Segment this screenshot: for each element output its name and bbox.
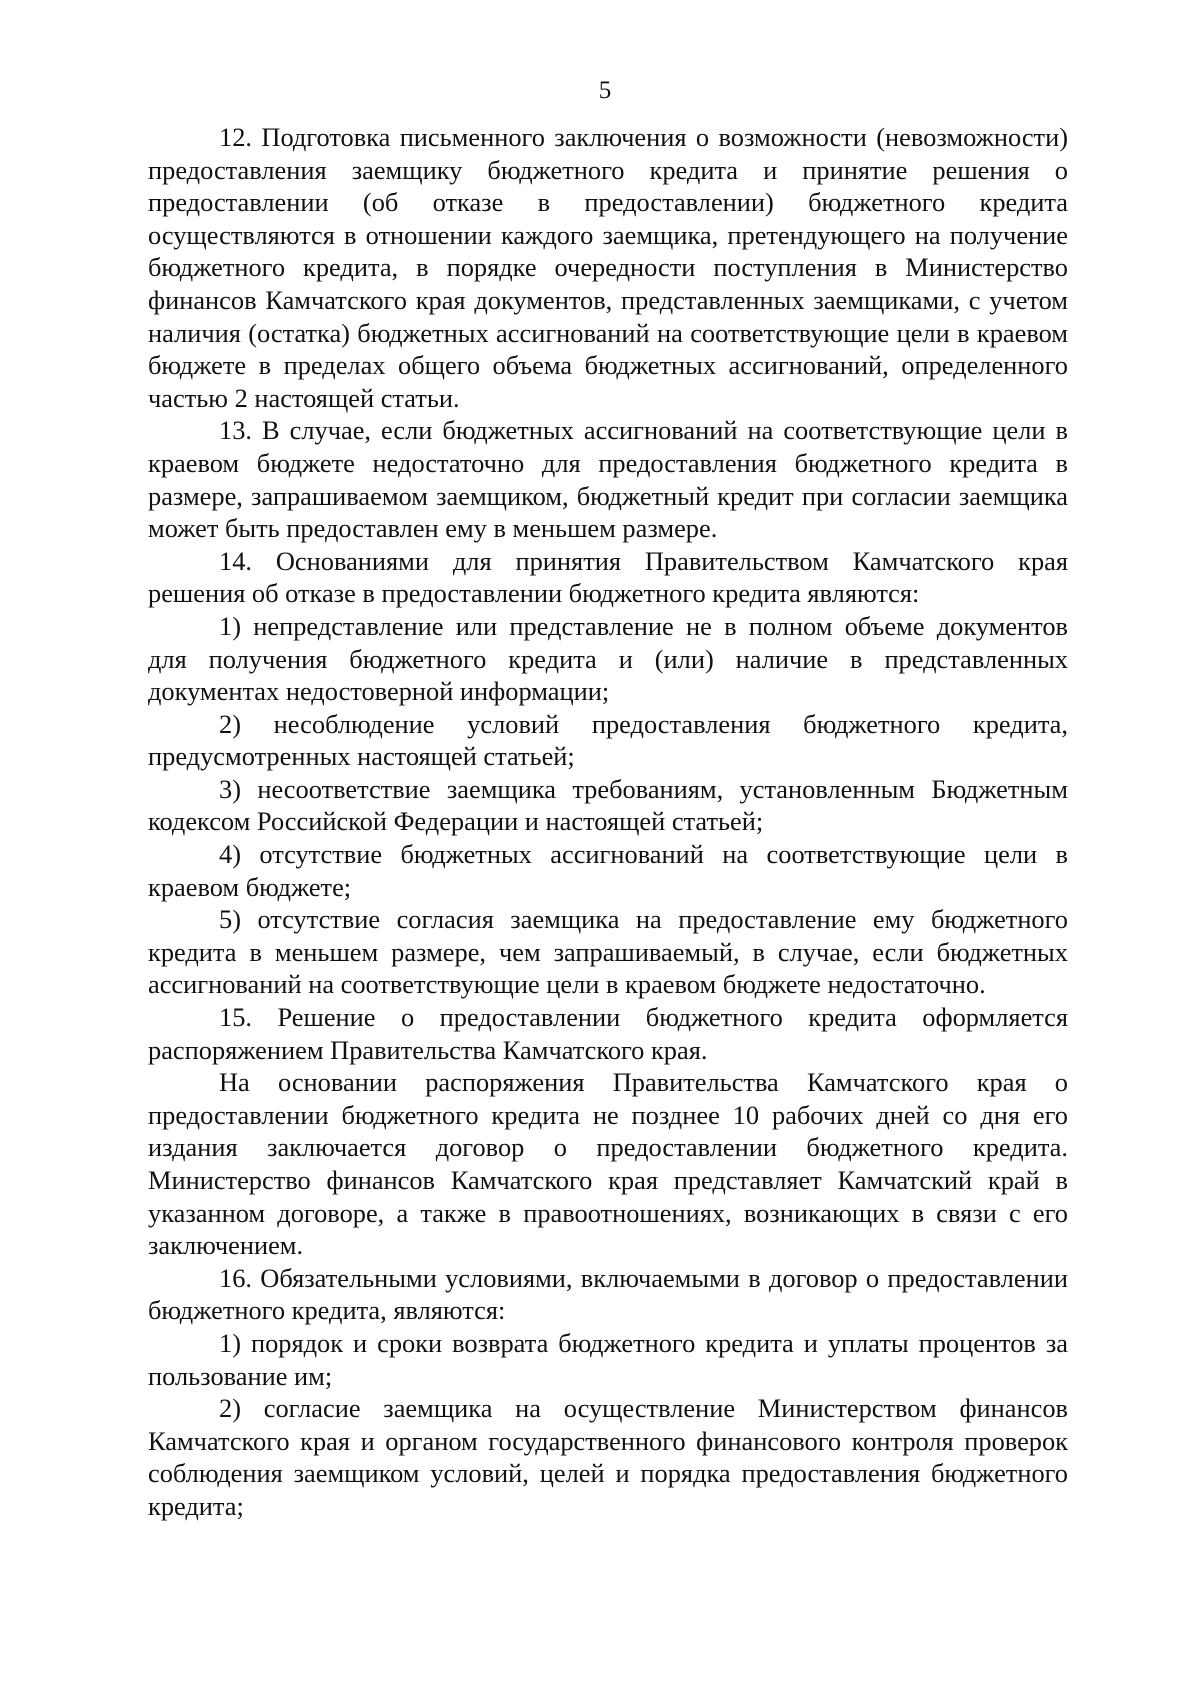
- paragraph-14-item-2: 2) несоблюдение условий предоставления бюджетного кредита, предусмотренных настоящей статьей;: [148, 708, 1068, 772]
- paragraph-16: 16. Обязательными условиями, включаемыми в договор о предоставлении бюджетного кредита, являются:: [148, 1262, 1068, 1326]
- paragraph-14-item-3: 3) несоответствие заемщика требованиям, установленным Бюджетным кодексом Российской Федерации и настоящей статьей;: [148, 773, 1068, 837]
- paragraph-14: 14. Основаниями для принятия Правительством Камчатского края решения об отказе в предоставлении бюджетного кредита являются:: [148, 545, 1068, 609]
- paragraph-16-item-2: 2) согласие заемщика на осуществление Министерством финансов Камчатского края и органом государственного финансового контроля проверок соблюдения заемщиком условий, целей и порядка предоставления бюджетного кредита;: [148, 1393, 1068, 1521]
- paragraph-14-item-5: 5) отсутствие согласия заемщика на предоставление ему бюджетного кредита в меньшем размере, чем запрашиваемый, в случае, если бюджетных ассигнований на соответствующие цели в краевом бюджете недостаточно.: [148, 904, 1068, 1000]
- document-body: [148, 121, 1068, 1523]
- paragraph-12: 12. Подготовка письменного заключения о возможности (невозможности) предоставления заемщику бюджетного кредита и принятие решения о предоставлении (об отказе в предоставлении) бюджетного кредита осуществляются в отношении каждого заемщика, претендующего на получение бюджетного кредита, в порядке очередности поступления в Министерство финансов Камчатского края документов, представленных заемщиками, с учетом наличия (остатка) бюджетных ассигнований на соответствующие цели в краевом бюджете в пределах общего объема бюджетных ассигнований, определенного частью 2 настоящей статьи.: [148, 122, 1068, 413]
- page-number: 5: [598, 77, 612, 104]
- paragraph-13: 13. В случае, если бюджетных ассигнований на соответствующие цели в краевом бюджете недостаточно для предоставления бюджетного кредита в размере, запрашиваемом заемщиком, бюджетный кредит при согласии заемщика может быть предоставлен ему в меньшем размере.: [148, 415, 1068, 544]
- paragraph-16-item-1: 1) порядок и сроки возврата бюджетного кредита и уплаты процентов за пользование им;: [148, 1327, 1068, 1391]
- paragraph-15: 15. Решение о предоставлении бюджетного кредита оформляется распоряжением Правительства Камчатского края.: [148, 1002, 1068, 1065]
- paragraph-14-item-1: 1) непредставление или представление не в полном объеме документов для получения бюджетного кредита и (или) наличие в представленных документах недостоверной информации;: [148, 610, 1068, 707]
- paragraph-14-item-4: 4) отсутствие бюджетных ассигнований на соответствующие цели в краевом бюджете;: [148, 839, 1068, 902]
- paragraph-15-continued: На основании распоряжения Правительства Камчатского края о предоставлении бюджетного кредита не позднее 10 рабочих дней со дня его издания заключается договор о предоставлении бюджетного кредита. Министерство финансов Камчатского края представляет Камчатский край в указанном договоре, а также в правоотношениях, возникающих в связи с его заключением.: [148, 1067, 1068, 1261]
